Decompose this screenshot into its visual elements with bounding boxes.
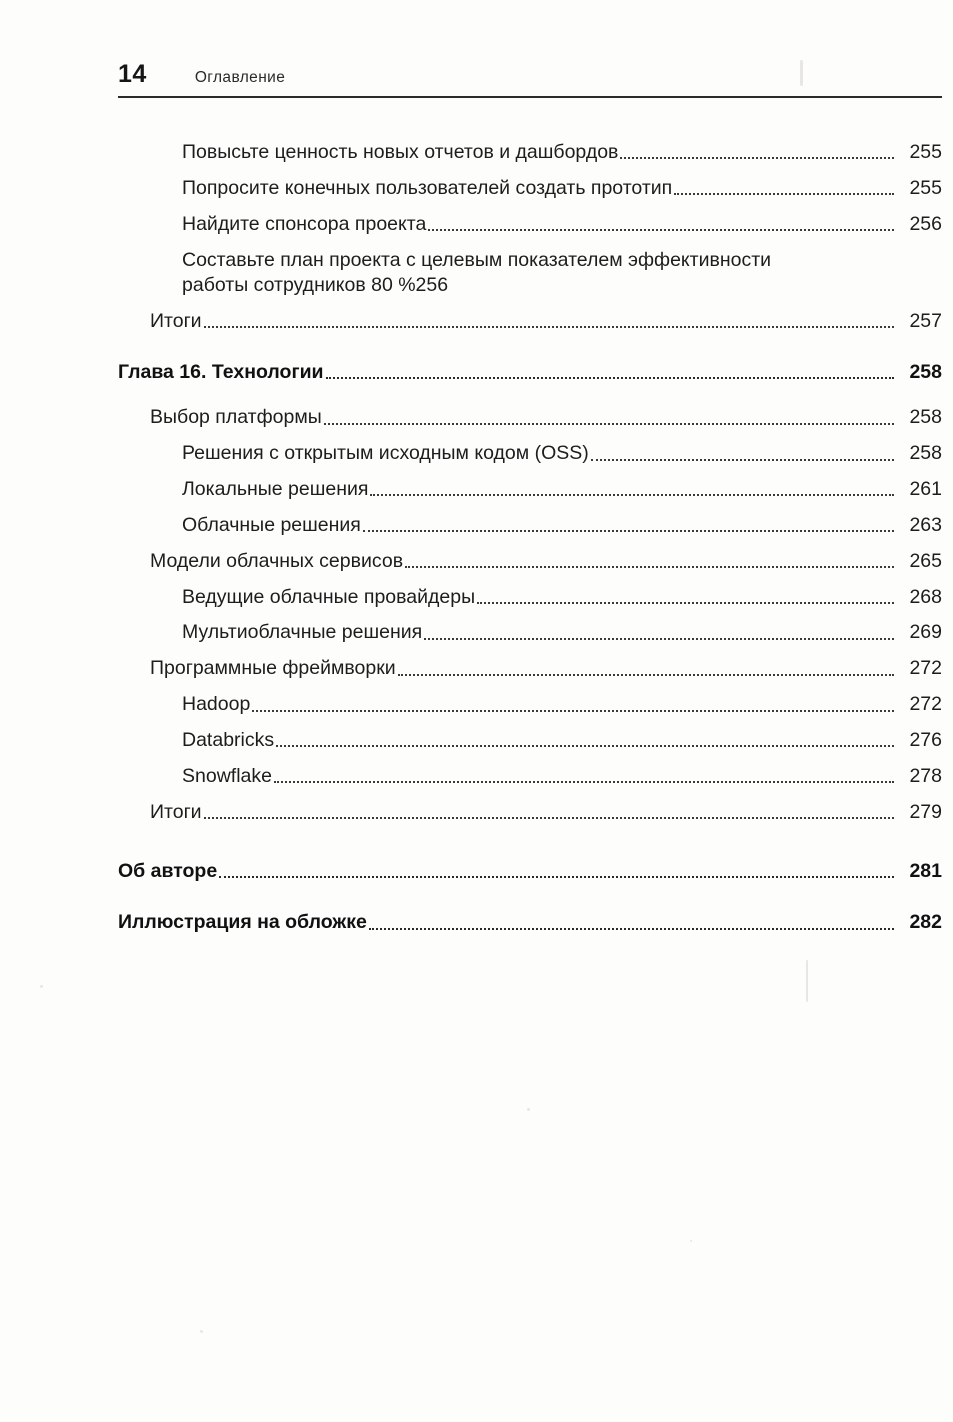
toc-entry-page: 256 [909, 212, 942, 235]
toc-entry [182, 477, 942, 502]
toc-entry-label: Составьте план проекта с целевым показателем эффективности [182, 248, 772, 271]
toc-entry-page: 257 [909, 309, 942, 332]
toc-entry-label: Итоги [150, 800, 202, 823]
toc-entry [150, 800, 942, 825]
toc-entry [182, 441, 942, 466]
toc-leader-dots [424, 638, 894, 640]
toc-entry-label: Повысьте ценность новых отчетов и дашбордов [182, 141, 619, 163]
toc-leader-dots [620, 157, 894, 159]
toc-entry-page: 261 [909, 478, 942, 501]
toc-entry [182, 248, 942, 299]
toc-entry [182, 764, 942, 789]
toc-leader-dots [326, 377, 894, 379]
toc-entry-label: Локальные решения [182, 478, 369, 501]
toc-entry-page: 258 [909, 361, 942, 384]
table-of-contents [118, 140, 942, 936]
toc-entry-page: 272 [909, 693, 942, 716]
toc-entry-label: Программные фреймворки [150, 657, 396, 680]
toc-entry [182, 513, 942, 538]
toc-entry-label: Иллюстрация на обложке [118, 911, 367, 934]
toc-entry [150, 549, 942, 574]
toc-entry-label: Решения с открытым исходным кодом (OSS) [182, 442, 589, 465]
toc-entry-page: 269 [909, 621, 942, 644]
toc-leader-dots [276, 745, 894, 747]
toc-entry-chapter [118, 859, 942, 884]
toc-entry-label: Snowflake [182, 764, 272, 787]
toc-entry [182, 692, 942, 717]
toc-leader-dots [252, 710, 894, 712]
toc-entry-page: 255 [909, 141, 942, 163]
toc-entry-page: 258 [909, 442, 942, 465]
toc-entry-page: 276 [909, 729, 942, 751]
toc-entry-page: 265 [909, 549, 942, 572]
toc-entry-label: Мультиоблачные решения [182, 621, 423, 644]
toc-leader-dots [204, 817, 894, 819]
toc-entry-label: Databricks [182, 729, 275, 751]
toc-entry-label: Найдите спонсора проекта [182, 212, 427, 235]
toc-leader-dots [405, 566, 894, 568]
toc-leader-dots [219, 876, 894, 878]
toc-leader-dots [398, 674, 894, 676]
toc-leader-dots [363, 530, 894, 532]
page-content [118, 60, 942, 946]
toc-leader-dots [591, 459, 894, 461]
page-header [118, 60, 942, 98]
toc-entry [182, 212, 942, 237]
scan-speck [200, 1330, 203, 1333]
toc-entry-label: Выбор платформы [150, 406, 322, 429]
toc-leader-dots [370, 494, 894, 496]
running-head-title: Оглавление [194, 69, 286, 86]
toc-entry-chapter [118, 360, 942, 385]
toc-entry-page: 272 [909, 657, 942, 680]
toc-entry-label-continued: работы сотрудников 80 % [182, 273, 416, 296]
toc-entry [150, 656, 942, 681]
scan-speck [527, 1108, 530, 1111]
toc-leader-dots [369, 928, 894, 930]
scan-speck [690, 1240, 692, 1242]
toc-entry-label: Hadoop [182, 693, 251, 716]
toc-leader-dots [428, 229, 894, 231]
toc-entry-chapter [118, 910, 942, 935]
toc-leader-dots [674, 193, 894, 195]
toc-entry-label: Попросите конечных пользователей создать прототип [182, 176, 673, 199]
scan-speck [40, 985, 43, 988]
toc-entry-page: 256 [415, 273, 449, 296]
page-number: 14 [118, 60, 147, 88]
toc-entry-label: Об авторе [118, 860, 218, 883]
toc-entry-page: 282 [909, 911, 942, 934]
toc-entry-label: Ведущие облачные провайдеры [182, 585, 476, 608]
toc-entry [182, 140, 942, 165]
toc-entry-page: 278 [909, 764, 942, 787]
toc-entry-label: Итоги [150, 309, 202, 332]
toc-entry-page: 281 [909, 860, 942, 883]
toc-entry-page: 279 [909, 800, 942, 823]
toc-entry [182, 176, 942, 201]
toc-entry [182, 620, 942, 645]
toc-entry-label: Облачные решения [182, 513, 361, 536]
toc-leader-dots [477, 602, 894, 604]
toc-entry-page: 255 [909, 176, 942, 199]
toc-leader-dots [274, 781, 894, 783]
toc-entry [150, 309, 942, 334]
toc-entry-page: 268 [909, 585, 942, 608]
toc-entry [182, 728, 942, 753]
toc-leader-dots [204, 326, 894, 328]
scan-speck [800, 60, 803, 86]
toc-entry [150, 405, 942, 430]
toc-entry-label: Глава 16. Технологии [118, 361, 324, 384]
toc-leader-dots [324, 423, 894, 425]
toc-entry-label: Модели облачных сервисов [150, 549, 404, 572]
toc-entry [182, 585, 942, 610]
scan-speck [806, 960, 808, 1002]
toc-entry-page: 263 [909, 513, 942, 536]
toc-entry-page: 258 [909, 406, 942, 429]
